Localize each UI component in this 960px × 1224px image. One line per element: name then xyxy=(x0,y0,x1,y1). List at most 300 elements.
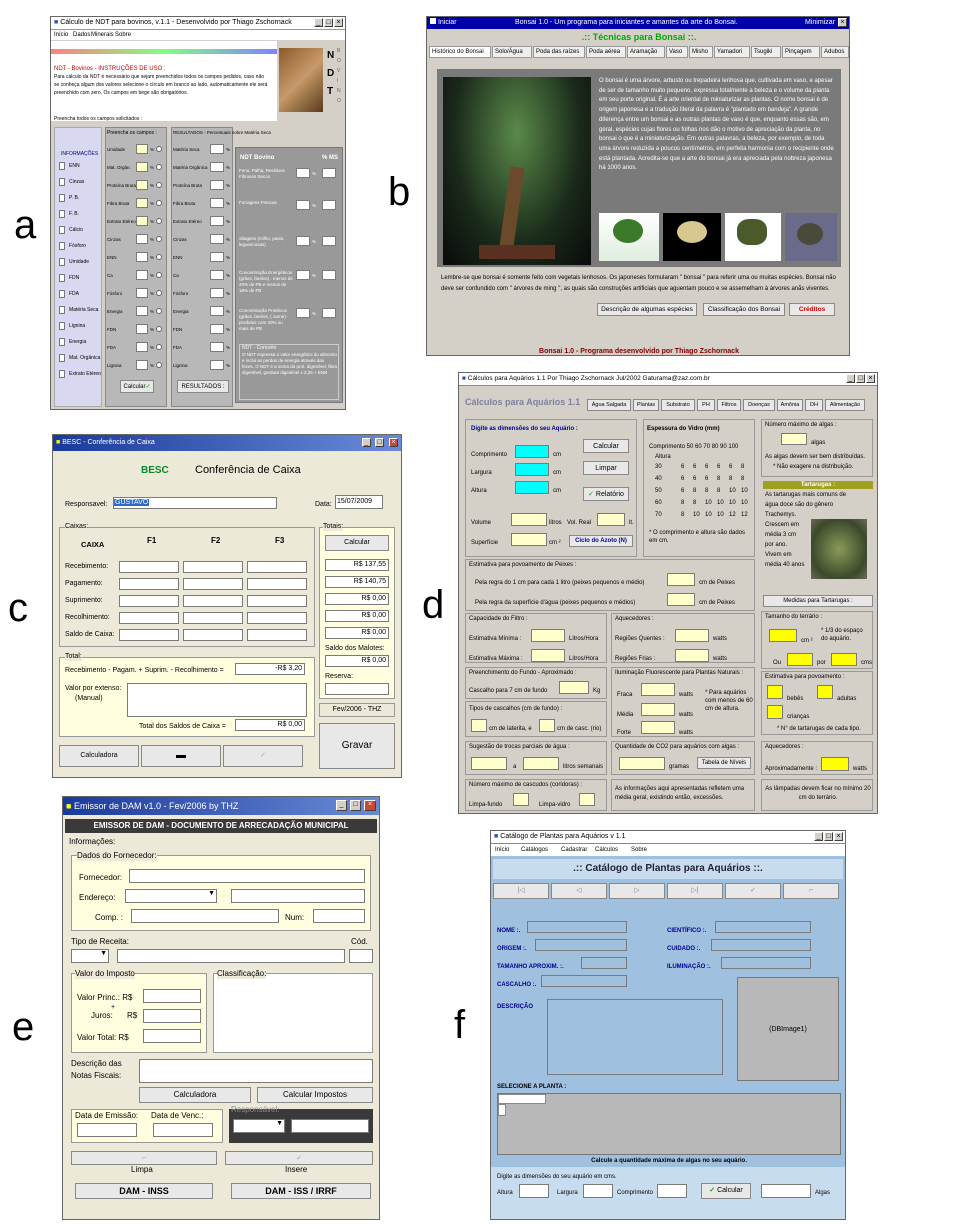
bebes-field[interactable] xyxy=(767,685,783,699)
percent-sign: % xyxy=(150,165,155,170)
fornecedor-input[interactable] xyxy=(129,869,365,883)
result-field[interactable] xyxy=(210,288,224,298)
percent-sign: % xyxy=(150,291,155,296)
algae-note: As algas devem ser bem distribuídas. xyxy=(765,454,866,460)
nav-button[interactable]: ▷ xyxy=(609,883,665,899)
terr-w-field[interactable] xyxy=(787,653,813,666)
responsavel-select[interactable] xyxy=(233,1119,285,1133)
glass-cell: 10 xyxy=(741,488,748,494)
row-label: Pagamento: xyxy=(65,580,103,587)
percent-sign: % xyxy=(150,237,155,242)
minimize-button[interactable]: _ xyxy=(846,374,855,383)
f2-field[interactable] xyxy=(183,612,243,624)
date-input[interactable]: 15/07/2009 xyxy=(335,495,383,509)
result-field[interactable] xyxy=(210,306,224,316)
laterita-field[interactable] xyxy=(471,719,487,732)
f2-field[interactable] xyxy=(183,629,243,641)
fill-input[interactable] xyxy=(136,180,148,190)
tipo-receita-input[interactable] xyxy=(117,949,345,963)
co2-field[interactable] xyxy=(619,757,665,770)
bonsai-thumb[interactable] xyxy=(725,213,781,261)
bonsai-thumb[interactable] xyxy=(785,213,837,261)
algas-label: algas xyxy=(811,440,826,446)
ndt-field[interactable] xyxy=(296,200,310,210)
maximize-button[interactable]: □ xyxy=(824,832,833,841)
vol-real-field[interactable] xyxy=(597,513,625,526)
terr-h-field[interactable] xyxy=(831,653,857,666)
result-field[interactable] xyxy=(210,216,224,226)
gramas-label: gramas xyxy=(669,764,690,770)
kg-label: Kg xyxy=(593,688,601,694)
cientifico-field[interactable] xyxy=(715,921,811,933)
dam-iss-button[interactable]: DAM - ISS / IRRF xyxy=(231,1183,371,1199)
trocas-max-field[interactable] xyxy=(523,757,559,770)
pov-rule1-field[interactable] xyxy=(667,573,695,586)
valor-total-input[interactable] xyxy=(143,1029,201,1043)
f1-field[interactable] xyxy=(119,612,179,624)
data-emissao-input[interactable] xyxy=(77,1123,137,1137)
menu-sobre[interactable]: Sobre xyxy=(115,32,132,38)
info-checkbox[interactable] xyxy=(59,210,65,218)
fill-input[interactable] xyxy=(136,252,148,262)
aquarium-window xyxy=(458,372,878,814)
info-checkbox[interactable] xyxy=(59,370,65,378)
cuidado-field[interactable] xyxy=(711,939,811,951)
calc-button[interactable]: Calcular xyxy=(325,535,389,551)
f3-field[interactable] xyxy=(247,629,307,641)
num-input[interactable] xyxy=(313,909,365,923)
relatorio-button[interactable] xyxy=(583,487,629,501)
calculator-button[interactable]: Calculadora xyxy=(59,745,139,767)
pov-rule2-field[interactable] xyxy=(667,593,695,606)
reserva-field[interactable] xyxy=(325,683,389,695)
info-item: FDA xyxy=(69,291,79,297)
radio-circle[interactable] xyxy=(156,272,162,278)
bonsai-thumb[interactable] xyxy=(599,213,659,261)
glass-header: Comprimento 50 60 70 80 90 100 xyxy=(649,444,739,450)
percent-sign: % xyxy=(150,183,155,188)
info-checkbox[interactable] xyxy=(59,258,65,266)
tab-7[interactable]: Amônia xyxy=(777,399,803,411)
f1-field[interactable] xyxy=(119,629,179,641)
tab-1[interactable]: Água Salgada xyxy=(587,399,631,411)
valor-total-label: Valor Total: R$ xyxy=(77,1033,129,1042)
f3-field[interactable] xyxy=(247,578,307,590)
ndt-field[interactable] xyxy=(296,308,310,318)
endereco-input[interactable] xyxy=(231,889,365,903)
minimize-button[interactable]: _ xyxy=(814,832,823,841)
percent-sign: % xyxy=(150,219,155,224)
species-button[interactable]: Descrição de algumas espécies xyxy=(597,303,697,316)
gravar-button[interactable]: Gravar xyxy=(319,723,395,769)
bonsai-titlebar xyxy=(427,17,849,29)
info-checkbox[interactable] xyxy=(59,290,65,298)
endereco-select[interactable] xyxy=(125,889,217,903)
formula-value[interactable]: -R$ 3,20 xyxy=(235,663,305,675)
close-button[interactable]: × xyxy=(334,18,343,27)
info-checkbox[interactable] xyxy=(59,178,65,186)
glass-cell: 10 xyxy=(717,512,724,518)
total-field[interactable]: R$ 0,00 xyxy=(325,627,389,639)
f3-field[interactable] xyxy=(247,595,307,607)
calculator-button[interactable]: Calculadora xyxy=(139,1087,251,1103)
iluminacao-field[interactable] xyxy=(721,957,811,969)
info-item: Energia xyxy=(69,339,87,345)
chevron-down-icon: ▼ xyxy=(100,950,107,957)
ndt-window xyxy=(50,16,346,410)
tab-1[interactable]: Histórico do Bonsai xyxy=(429,46,491,58)
results-button[interactable]: RESULTADOS : xyxy=(177,380,229,393)
fill-input[interactable] xyxy=(136,216,148,226)
close-button[interactable]: × xyxy=(364,800,376,811)
menu-dados[interactable]: Dados xyxy=(73,32,91,38)
minimize-button[interactable]: _ xyxy=(336,800,347,811)
terr-note: * 1/3 do espaço do aquário. xyxy=(821,628,863,642)
vol-real-label: Vol. Real xyxy=(567,520,592,526)
bonsai-text: O bonsai é uma árvore, arbusto ou trepadeira lenhosa que, cultivada em vaso, e apesar de ser de tamanho muito pequeno, expressa totalmente a beleza e o volume da planta em seu porte original. É a arte oriental de miniaturizar as plantas. O nome bonsai é de origem japonesa e a tradução literal da palavra é "plantado em bandeja". A grande diferença entre um bonsai e as outras plantas de vaso é que, enquanto essas são, em geral, espécies cujas flores ou folhas nos dão o motivo de apreciação da planta, no bonsai o que é a miniaturização. Em outras palavras, a beleza, por exemplo, de toda uma árvore reduzida a poucos centímetros, em perfeita harmonia com o recipiente onde está plantada. Acredita-se que a arte do bonsai já era apreciada pela nobreza japonesa há 1000 anos. xyxy=(599,78,834,172)
minimize-label[interactable]: Minimizar xyxy=(805,19,835,26)
ms-field[interactable] xyxy=(322,308,336,318)
minimize-button[interactable]: _ xyxy=(314,18,323,27)
ms-field[interactable] xyxy=(322,168,336,178)
result-field[interactable] xyxy=(210,180,224,190)
altura-input[interactable] xyxy=(515,481,549,494)
trocas-min-field[interactable] xyxy=(471,757,507,770)
turtle-measures-button[interactable]: Medidas para Tartarugas : xyxy=(763,595,873,607)
aquec2-title: Aquecedores : xyxy=(765,744,804,750)
est-min-field[interactable] xyxy=(531,629,565,642)
percent-sign: % xyxy=(312,311,317,316)
tab-3[interactable]: Poda das raízes xyxy=(533,46,585,58)
ciclo-button[interactable]: Ciclo do Azoto (N) xyxy=(569,535,633,547)
descricao-input[interactable] xyxy=(139,1059,373,1083)
minimize-button[interactable]: _ xyxy=(362,438,371,447)
info-checkbox[interactable] xyxy=(59,274,65,282)
aquec2-field[interactable] xyxy=(821,757,849,771)
credits-button[interactable]: Créditos xyxy=(789,303,835,316)
turtle-text: Crescem em xyxy=(765,522,800,528)
responsavel-label: Responsável: xyxy=(231,1105,280,1114)
tab-8[interactable]: Yamadori xyxy=(714,46,750,58)
ms-field[interactable] xyxy=(322,200,336,210)
tab-6[interactable]: Vaso xyxy=(666,46,688,58)
tab-4[interactable]: PH xyxy=(697,399,715,411)
tab-5[interactable]: Aramação xyxy=(627,46,665,58)
glass-cell: 6 xyxy=(693,464,697,470)
info-checkbox[interactable] xyxy=(59,162,65,170)
radio-circle[interactable] xyxy=(156,218,162,224)
f1-field[interactable] xyxy=(119,595,179,607)
fill-input[interactable] xyxy=(136,360,148,370)
nav-button[interactable]: ◁ xyxy=(551,883,607,899)
f3-field[interactable] xyxy=(247,612,307,624)
limpa-button[interactable] xyxy=(71,1151,217,1165)
fill-input[interactable] xyxy=(136,234,148,244)
comp-input[interactable] xyxy=(131,909,279,923)
logo-side-letter: O xyxy=(337,98,341,104)
total-field[interactable]: R$ 137,55 xyxy=(325,559,389,571)
fill-item-label: ENN xyxy=(107,255,117,260)
ndt-field[interactable] xyxy=(296,236,310,246)
result-field[interactable] xyxy=(210,324,224,334)
media-field[interactable] xyxy=(641,703,675,716)
total-field[interactable]: R$ 0,00 xyxy=(325,610,389,622)
algae-note2: * Não exagere na distribuição. xyxy=(773,464,854,470)
calc-algas-label: Calcule a quantidade máxima de algas no seu aquário. xyxy=(591,1158,747,1164)
f3-field[interactable] xyxy=(247,561,307,573)
nav-button[interactable]: ▷| xyxy=(667,883,723,899)
f1-field[interactable] xyxy=(119,578,179,590)
cascalho-field[interactable] xyxy=(541,975,627,987)
result-field[interactable] xyxy=(210,162,224,172)
tab-2[interactable]: Plantas xyxy=(633,399,659,411)
result-field[interactable] xyxy=(210,342,224,352)
info-checkbox[interactable] xyxy=(59,194,65,202)
menu-inicio[interactable]: Início xyxy=(54,32,69,38)
ndt-field[interactable] xyxy=(296,270,310,280)
minus-icon: ▬ xyxy=(176,750,186,761)
glass-cell: 8 xyxy=(729,476,733,482)
radio-circle[interactable] xyxy=(156,326,162,332)
altura-input[interactable] xyxy=(519,1184,549,1198)
criancas-field[interactable] xyxy=(767,705,783,719)
origem-field[interactable] xyxy=(535,939,627,951)
info-checkbox[interactable] xyxy=(59,242,65,250)
plant-list[interactable] xyxy=(497,1093,841,1155)
total-saldos-value[interactable]: R$ 0,00 xyxy=(235,719,305,731)
forte-label: Forte xyxy=(617,730,632,736)
close-button[interactable]: × xyxy=(834,832,843,841)
algae-field[interactable] xyxy=(781,433,807,445)
start-label[interactable]: Iniciar xyxy=(437,19,457,26)
info-checkbox[interactable] xyxy=(59,322,65,330)
radio-circle[interactable] xyxy=(156,146,162,152)
juros-input[interactable] xyxy=(143,1009,201,1023)
radio-circle[interactable] xyxy=(156,254,162,260)
f2-field[interactable] xyxy=(183,595,243,607)
radio-circle[interactable] xyxy=(156,308,162,314)
resp-value: GUSTAVO xyxy=(115,499,149,506)
tab-9[interactable]: Tsugiki xyxy=(751,46,781,58)
num-label: Num: xyxy=(285,913,305,922)
radio-circle[interactable] xyxy=(156,290,162,296)
largura-input[interactable] xyxy=(583,1184,613,1198)
lamp-note: As lâmpadas devem ficar no mínimo 20 cm do terrário. xyxy=(765,786,871,801)
volume-field[interactable] xyxy=(511,513,547,526)
f2-field[interactable] xyxy=(183,561,243,573)
close-button[interactable]: × xyxy=(866,374,875,383)
algas-output[interactable] xyxy=(761,1184,811,1198)
menu-item[interactable]: Catálogos xyxy=(521,847,549,853)
radio-circle[interactable] xyxy=(156,164,162,170)
glass-cell: 8 xyxy=(717,476,721,482)
menu-item[interactable]: Cálculos xyxy=(595,847,619,853)
calc-button[interactable] xyxy=(120,380,154,393)
result-field[interactable] xyxy=(210,234,224,244)
comprimento-input[interactable] xyxy=(515,445,549,458)
saldo-malotes-field[interactable]: R$ 0,00 xyxy=(325,655,389,667)
close-button[interactable]: × xyxy=(389,438,398,447)
superficie-field[interactable] xyxy=(511,533,547,546)
maximize-button[interactable]: □ xyxy=(324,18,333,27)
result-field[interactable] xyxy=(210,198,224,208)
data-venc-input[interactable] xyxy=(153,1123,213,1137)
nav-button[interactable]: ⌐ xyxy=(783,883,839,899)
minus-button[interactable] xyxy=(141,745,221,767)
dam-inss-button[interactable]: DAM - INSS xyxy=(75,1183,213,1199)
glass-cell: 6 xyxy=(729,464,733,470)
relatorio-label: Relatório xyxy=(595,491,624,498)
result-field[interactable] xyxy=(210,270,224,280)
descricao-field[interactable] xyxy=(547,999,723,1075)
row-label: Recolhimento: xyxy=(65,614,110,621)
classification-button[interactable]: Classificação dos Bonsai xyxy=(703,303,785,316)
reg-quentes-field[interactable] xyxy=(675,629,709,642)
aquarium-window-title: Cálculos para Aquários 1.1 Por Thiago Zschornack Jul/2002 Gaturama@zaz.com.br xyxy=(467,375,710,382)
nome-field[interactable] xyxy=(527,921,627,933)
tabela-button[interactable]: Tabela de Níveis xyxy=(697,757,751,769)
calcular-button[interactable] xyxy=(701,1183,751,1199)
glass-cell: 10 xyxy=(729,488,736,494)
f2-field[interactable] xyxy=(183,578,243,590)
maximize-button[interactable]: □ xyxy=(856,374,865,383)
tab-8[interactable]: DH xyxy=(805,399,823,411)
menu-item[interactable]: Início xyxy=(495,847,510,853)
comprimento-label: Comprimento xyxy=(617,1190,654,1196)
ms-field[interactable] xyxy=(322,270,336,280)
radio-circle[interactable] xyxy=(156,344,162,350)
fill-input[interactable] xyxy=(136,306,148,316)
ndt-panel xyxy=(235,147,343,403)
ndt-titlebar xyxy=(51,17,345,30)
fill-input[interactable] xyxy=(136,270,148,280)
tamanho-field[interactable] xyxy=(581,957,627,969)
adultas-field[interactable] xyxy=(817,685,833,699)
list-header-cell xyxy=(498,1094,546,1104)
check-button[interactable] xyxy=(223,745,303,767)
ilum-title: Iluminação Fluorescente para Plantas Naturais : xyxy=(615,670,744,676)
insere-button[interactable] xyxy=(225,1151,373,1165)
tab-7[interactable]: Misho xyxy=(689,46,713,58)
fill-item-label: Fibra Bruta xyxy=(107,201,130,206)
total-field[interactable]: R$ 0,00 xyxy=(325,593,389,605)
extenso-sub: (Manual) xyxy=(75,695,103,702)
info-checkbox[interactable] xyxy=(59,338,65,346)
result-field[interactable] xyxy=(210,144,224,154)
fill-item-label: Umidade xyxy=(107,147,126,152)
instructions-title: NDT - Bovinos - INSTRUÇÕES DE USO : xyxy=(54,66,166,72)
maximize-button[interactable]: □ xyxy=(350,800,361,811)
tab-2[interactable]: Solo/Água xyxy=(492,46,532,58)
tab-4[interactable]: Poda aérea xyxy=(586,46,626,58)
reg-frias-field[interactable] xyxy=(675,649,709,662)
fill-input[interactable] xyxy=(136,162,148,172)
info-checkbox[interactable] xyxy=(59,226,65,234)
result-field[interactable] xyxy=(210,360,224,370)
bonsai-pot xyxy=(479,245,555,259)
total-field[interactable]: R$ 140,75 xyxy=(325,576,389,588)
forte-field[interactable] xyxy=(641,721,675,734)
radio-circle[interactable] xyxy=(156,200,162,206)
trocas-title: Sugestão de trocas parciais de água : xyxy=(469,744,570,750)
limpa-fundo-field[interactable] xyxy=(513,793,529,806)
tab-9[interactable]: Alimentação xyxy=(825,399,865,411)
menu-minerais[interactable]: Minerais xyxy=(91,32,114,38)
fill-item-label: Fósforo xyxy=(107,291,123,296)
est-max-field[interactable] xyxy=(531,649,565,662)
por-label: por xyxy=(817,660,826,666)
fill-input[interactable] xyxy=(136,342,148,352)
f1-field[interactable] xyxy=(119,561,179,573)
info-checkbox[interactable] xyxy=(59,354,65,362)
digite-label: Digite as dimensões do seu aquário em cms. xyxy=(497,1174,617,1180)
tab-11[interactable]: Adubos xyxy=(821,46,849,58)
fraca-field[interactable] xyxy=(641,683,675,696)
comprimento-input[interactable] xyxy=(657,1184,687,1198)
ms-title: % MS xyxy=(322,155,339,161)
radio-circle[interactable] xyxy=(156,362,162,368)
largura-input[interactable] xyxy=(515,463,549,476)
tab-5[interactable]: Filtros xyxy=(717,399,741,411)
limpar-button[interactable]: Limpar xyxy=(583,461,629,475)
cascalho-field[interactable] xyxy=(559,681,589,694)
valor-princ-input[interactable] xyxy=(143,989,201,1003)
tamanho-label: TAMANHO APROXIM. :. xyxy=(497,964,564,970)
fill-input[interactable] xyxy=(136,144,148,154)
info-checkbox[interactable] xyxy=(59,306,65,314)
terr-field[interactable] xyxy=(769,629,797,642)
nav-button[interactable]: |◁ xyxy=(493,883,549,899)
cod-input[interactable] xyxy=(349,949,373,963)
ms-field[interactable] xyxy=(322,236,336,246)
watts-label: watts xyxy=(679,712,694,718)
casc-rio-field[interactable] xyxy=(539,719,555,732)
bonsai-thumb[interactable] xyxy=(663,213,721,261)
fill-input[interactable] xyxy=(136,288,148,298)
calc-impostos-button[interactable]: Calcular Impostos xyxy=(257,1087,373,1103)
maximize-button[interactable]: □ xyxy=(375,438,384,447)
tipo-receita-select[interactable] xyxy=(71,949,109,963)
limpa-vidro-field[interactable] xyxy=(579,793,595,806)
menu-item[interactable]: Cadastrar xyxy=(561,847,588,853)
ndt-item-label: Forragens Frescas xyxy=(239,200,277,205)
fill-input[interactable] xyxy=(136,324,148,334)
info-item: Umidade xyxy=(69,259,90,265)
responsavel-input[interactable] xyxy=(291,1119,369,1133)
menu-item[interactable]: Sobre xyxy=(631,847,648,853)
fill-input[interactable] xyxy=(136,198,148,208)
close-button[interactable]: × xyxy=(838,18,847,27)
tab-10[interactable]: Pinçagem xyxy=(782,46,820,58)
extenso-textarea[interactable] xyxy=(127,683,307,717)
ndt-window-title: Cálculo de NDT para bovinos, v.1.1 - Desenvolvido por Thiago Zschornack xyxy=(60,19,292,26)
glass-cell: 10 xyxy=(729,500,736,506)
calcular-button[interactable]: Calcular xyxy=(583,439,629,453)
resp-input[interactable] xyxy=(113,497,277,509)
fill-panel xyxy=(105,127,167,407)
radio-circle[interactable] xyxy=(156,182,162,188)
result-field[interactable] xyxy=(210,252,224,262)
tab-6[interactable]: Doenças xyxy=(743,399,775,411)
percent-sign: % xyxy=(150,309,155,314)
percent-sign: % xyxy=(226,237,231,242)
result-item-label: ENN xyxy=(173,255,183,260)
result-item-label: FDN xyxy=(173,327,183,332)
radio-circle[interactable] xyxy=(156,236,162,242)
ndt-field[interactable] xyxy=(296,168,310,178)
nav-button[interactable]: ✓ xyxy=(725,883,781,899)
tab-3[interactable]: Substrato xyxy=(661,399,695,411)
